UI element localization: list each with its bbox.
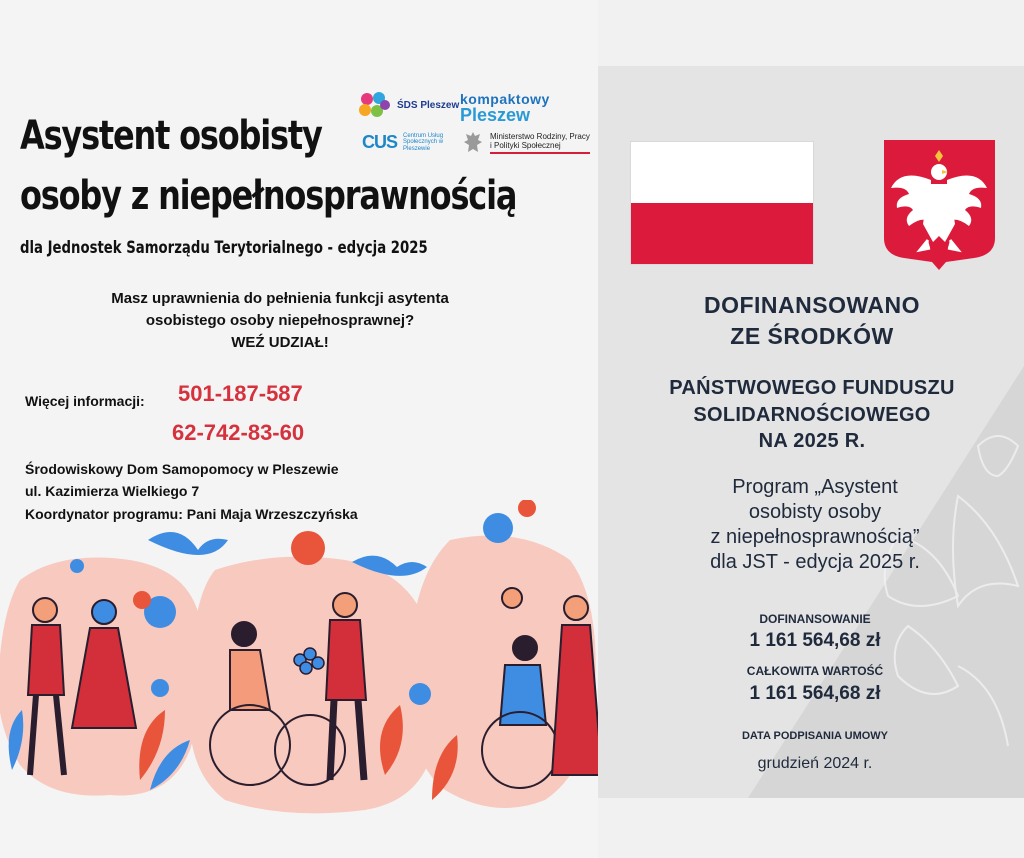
ministry-eagle-icon: [462, 130, 484, 156]
cus-logo-text: Centrum Usług Społecznych w Pleszewie: [403, 132, 444, 152]
program-name-line2: osobisty osoby: [748, 501, 882, 523]
fund-name: [612, 375, 1012, 455]
fund-name-line1: PAŃSTWOWEGO FUNDUSZU: [669, 377, 955, 399]
coordinator-name: Koordynator programu: Pani Maja Wrzeszczyńska: [25, 505, 358, 522]
ministry-logo-text: Ministerstwo Rodziny, Pracy i Polityki Społecznej: [490, 132, 590, 154]
total-value-label: CAŁKOWITA WARTOŚĆ: [746, 664, 884, 678]
flag-red-stripe: [631, 203, 813, 264]
page-title-line1: Asystent osobisty: [20, 113, 322, 159]
co-financing-value: 1 161 564,68 zł: [749, 630, 881, 651]
total-value-amount: 1 161 564,68 zł: [749, 683, 881, 704]
call-line3: WEŹ UDZIAŁ!: [231, 333, 329, 351]
pleszew-text: Pleszew: [460, 105, 531, 125]
cus-logo: [362, 132, 453, 153]
funding-heading: [612, 290, 1012, 352]
cus-logo-mark: CUS: [362, 132, 398, 152]
program-name-line3: z niepełnosprawnością”: [710, 526, 920, 548]
kompaktowy-pleszew-logo: [460, 92, 550, 124]
call-line2: osobistego osoby niepełnosprawnej?: [145, 311, 415, 329]
call-to-action: [60, 288, 500, 353]
organization-name: Środowiskowy Dom Samopomocy w Pleszewie: [25, 461, 339, 477]
fund-name-line2: SOLIDARNOŚCIOWEGO: [693, 403, 931, 426]
sds-heart-flower-icon: [357, 90, 391, 120]
fund-name-line3: NA 2025 R.: [758, 430, 866, 453]
phone-number-2: 62-742-83-60: [172, 420, 305, 445]
page-subtitle: dla Jednostek Samorządu Terytorialnego - edycja 2025: [20, 238, 428, 258]
polish-eagle-emblem-icon: [884, 140, 995, 270]
sds-logo-text: ŚDS Pleszew: [397, 99, 460, 111]
ministry-logo: [462, 130, 590, 156]
funding-heading-line2: ZE ŚRODKÓW: [730, 323, 894, 350]
street-address: ul. Kazimierza Wielkiego 7: [25, 483, 200, 500]
sds-logo: [357, 90, 459, 120]
program-name-line1: Program „Asystent: [732, 476, 898, 498]
co-financing-label: DOFINANSOWANIE: [759, 612, 871, 626]
more-info-label: Więcej informacji:: [25, 393, 145, 409]
signing-date-label: DATA PODPISANIA UMOWY: [741, 730, 889, 742]
people-illustration: [0, 500, 598, 820]
kompaktowy-text: kompaktowy: [460, 91, 550, 107]
polish-flag: [631, 142, 813, 264]
page-title-line2: osoby z niepełnosprawnością: [20, 173, 517, 219]
signing-date-value: grudzień 2024 r.: [757, 755, 873, 772]
flag-white-stripe: [631, 142, 813, 203]
program-name: [640, 475, 990, 575]
call-line1: Masz uprawnienia do pełnienia funkcji asytenta: [111, 290, 449, 307]
phone-number-1: 501-187-587: [178, 381, 303, 406]
funding-heading-line1: DOFINANSOWANO: [703, 292, 921, 318]
program-name-line4: dla JST - edycja 2025 r.: [710, 551, 920, 573]
